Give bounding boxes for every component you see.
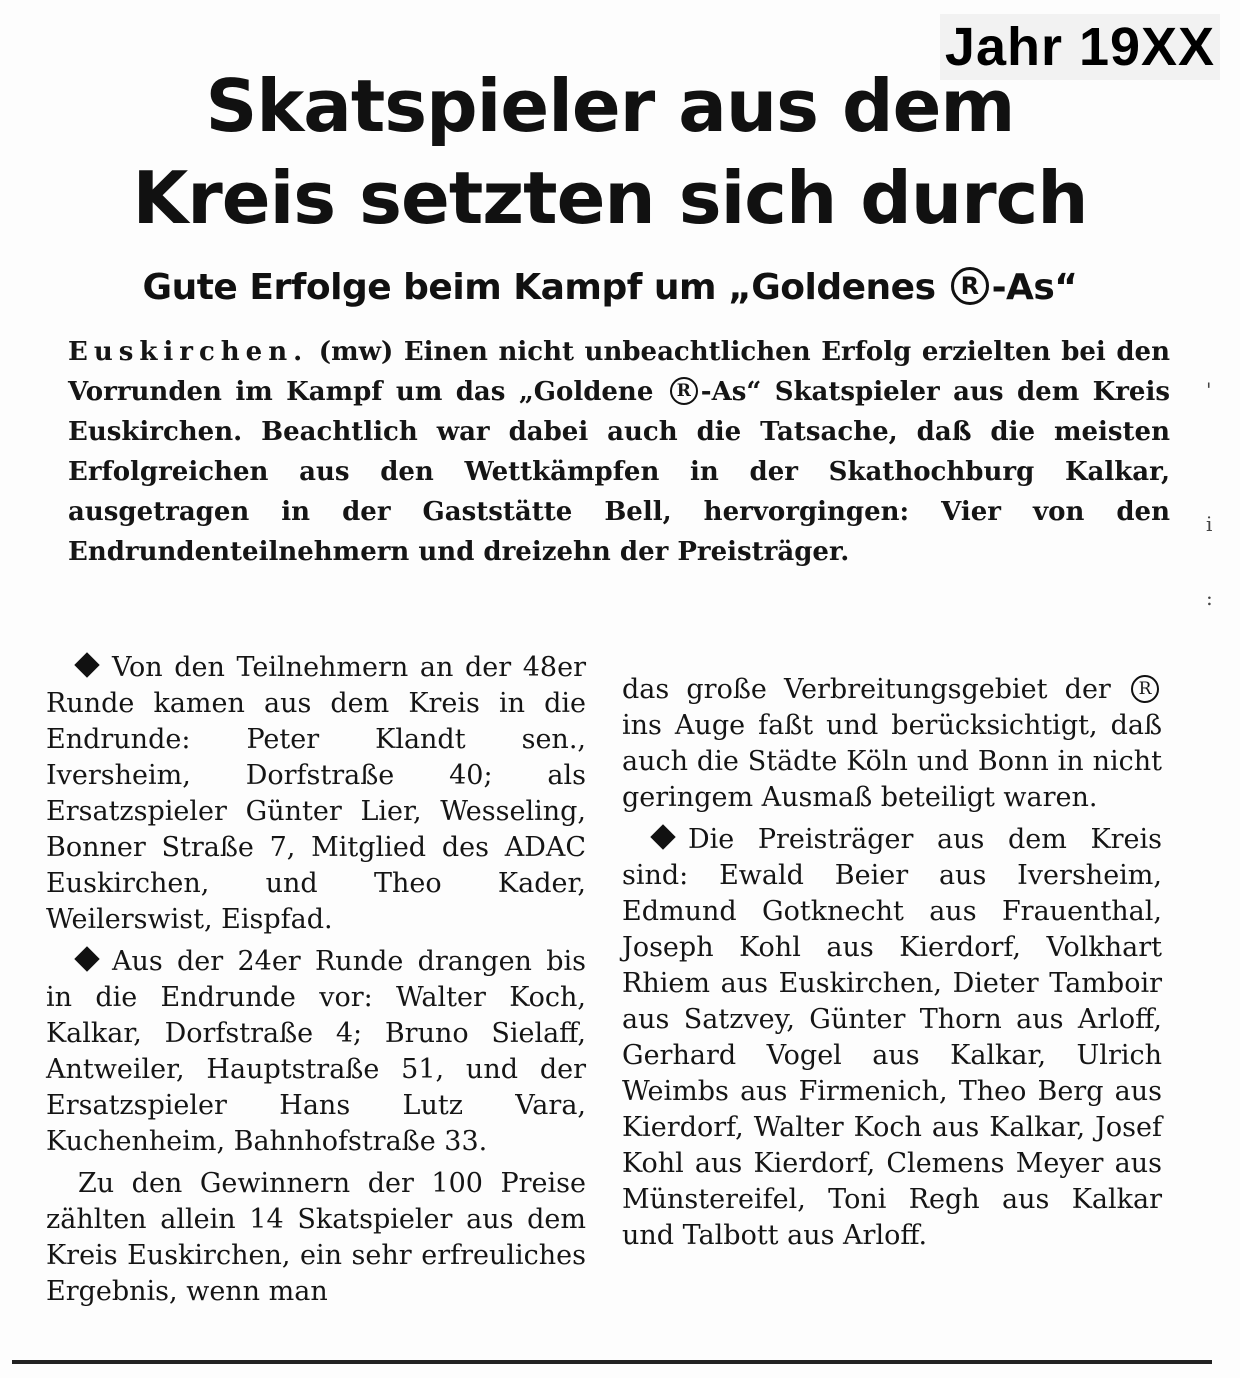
right-paragraph-1-text-start: das große Verbreitungsgebiet der [622, 674, 1128, 705]
left-paragraph-1 [46, 650, 586, 938]
registered-logo-icon: R [1131, 675, 1159, 703]
lead-text-2: -As“ Skatspieler aus dem Kreis Euskirchen. Beachtlich war dabei auch die Tatsache, daß die meisten Erfolgreichen aus den Wettkämpfen in der Skathochburg Kalkar, ausgetragen in der Gaststätte Bell, hervorgingen: Vier von den Endrundenteilnehmern und dreizehn der Preisträger. [68, 377, 1170, 567]
left-column [46, 650, 586, 1316]
subheadline-text-end: -As“ [991, 267, 1078, 308]
left-paragraph-3: Zu den Gewinnern der 100 Preise zählten allein 14 Skatspieler aus dem Kreis Euskirchen, ein sehr erfreuliches Ergebnis, wenn man [46, 1168, 586, 1307]
right-paragraph-2 [622, 822, 1162, 1254]
right-column [622, 672, 1162, 1260]
lead-text-1: (mw) Einen nicht unbeachtlichen Erfolg erzielten bei den Vorrunden im Kampf um das „Goldene [68, 337, 1170, 407]
right-paragraph-1-text-end: ins Auge faßt und berücksichtigt, daß auch die Städte Köln und Bonn in nicht geringem Ausmaß beteiligt waren. [622, 710, 1162, 813]
diamond-bullet-icon [650, 824, 675, 849]
subheadline-text-start: Gute Erfolge beim Kampf um „Goldenes [142, 267, 948, 308]
bottom-rule [12, 1360, 1212, 1364]
diamond-bullet-icon [74, 652, 99, 677]
left-paragraph-2-text: Aus der 24er Runde drangen bis in die Endrunde vor: Walter Koch, Kalkar, Dorfstraße 4; Bruno Sielaff, Antweiler, Hauptstraße 51, und der Ersatzspieler Hans Lutz Vara, Kuchenheim, Bahnhofstraße 33. [46, 946, 586, 1157]
margin-speck: ' [1206, 378, 1212, 402]
dateline: Euskirchen. [68, 337, 309, 367]
registered-logo-icon: R [670, 377, 698, 405]
headline-line-1: Skatspieler aus dem [205, 64, 1015, 148]
subheadline [40, 266, 1180, 310]
year-label: Jahr 19XX [940, 14, 1220, 80]
article-columns [40, 650, 1180, 1350]
headline-line-2: Kreis setzten sich durch [132, 156, 1088, 240]
right-paragraph-1 [622, 672, 1162, 816]
margin-speck: i [1206, 512, 1213, 536]
right-paragraph-2-text: Die Preisträger aus dem Kreis sind: Ewald Beier aus Iversheim, Edmund Gotknecht aus Frauenthal, Joseph Kohl aus Kierdorf, Volkhart Rhiem aus Euskirchen, Dieter Tamboir aus Satzvey, Günter Thorn aus Arloff, Gerhard Vogel aus Kalkar, Ulrich Weimbs aus Firmenich, Theo Berg aus Kierdorf, Walter Koch aus Kalkar, Josef Kohl aus Kierdorf, Clemens Meyer aus Münstereifel, Toni Regh aus Kalkar und Talbott aus Arloff. [622, 824, 1162, 1251]
left-paragraph-2 [46, 944, 586, 1160]
lead-paragraph [68, 332, 1170, 572]
headline [40, 60, 1180, 244]
margin-speck: : [1206, 586, 1213, 610]
diamond-bullet-icon [74, 946, 99, 971]
registered-logo-icon: R [951, 267, 989, 305]
article [40, 60, 1180, 1307]
left-paragraph-1-text: Von den Teilnehmern an der 48er Runde kamen aus dem Kreis in die Endrunde: Peter Klandt sen., Iversheim, Dorfstraße 40; als Ersatzspieler Günter Lier, Wesseling, Bonner Straße 7, Mitglied des ADAC Euskirchen, und Theo Kader, Weilerswist, Eispfad. [46, 652, 586, 935]
